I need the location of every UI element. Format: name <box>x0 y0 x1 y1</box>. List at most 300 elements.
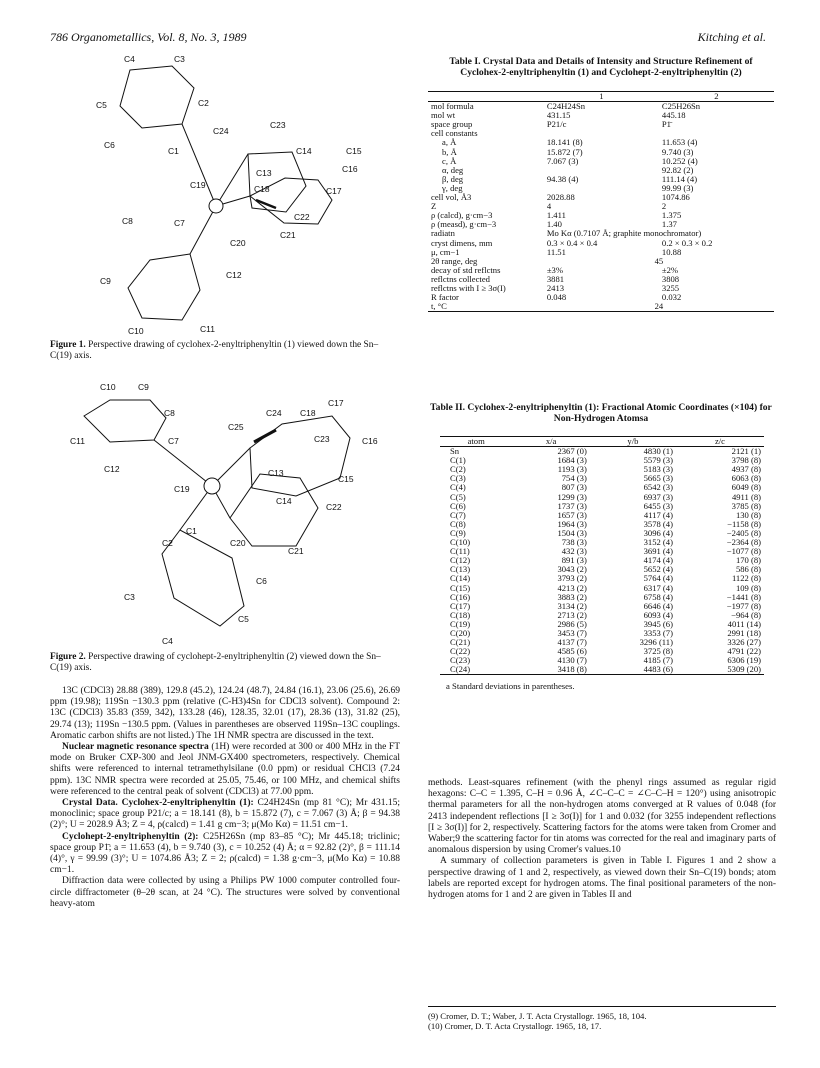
table-1-row <box>428 111 774 120</box>
table-2-cell: 1964 (3) <box>557 518 587 529</box>
fig1-label: C4 <box>124 54 135 64</box>
fig1-label: C1 <box>168 146 179 156</box>
table-1-row-label: cryst dimens, mm <box>431 237 493 248</box>
fig2-label: C20 <box>230 538 246 548</box>
crystal-data-2-heading: Cyclohept-2-enyltriphenyltin (2): <box>62 831 199 842</box>
fig1-label: C21 <box>280 230 296 240</box>
table-row <box>440 447 764 457</box>
table-row <box>440 556 764 565</box>
table-row <box>440 620 764 629</box>
table-1-cell: 0.3 × 0.4 × 0.4 <box>546 237 598 248</box>
table-1-cell: 0.2 × 0.3 × 0.2 <box>661 237 713 248</box>
fig1-label: C6 <box>104 140 115 150</box>
table-1-header-empty <box>428 92 544 102</box>
figure-2-drawing <box>70 378 400 650</box>
table-2-cell: 3296 (11) <box>639 637 673 648</box>
table-1-row-label: γ, deg <box>442 182 463 193</box>
crystal-data-1-paragraph <box>50 798 400 832</box>
table-1-cell: 431.15 <box>546 110 571 121</box>
table-1-row <box>428 184 774 193</box>
table-2-cell: −2405 (8) <box>726 527 761 538</box>
fig1-atoms <box>209 199 223 213</box>
table-2-cell: 2991 (18) <box>727 627 761 638</box>
table-1-cell: 445.18 <box>661 110 686 121</box>
table-2-cell: 1684 (3) <box>557 455 587 466</box>
table-2-cell: 4117 (4) <box>643 509 673 520</box>
table-1-cell: 11.51 <box>546 246 566 257</box>
table-2-cell: 6937 (3) <box>643 491 673 502</box>
table-row <box>440 483 764 492</box>
table-2-cell: 3152 (4) <box>643 537 673 548</box>
table-1-row-label: μ, cm−1 <box>431 246 460 257</box>
fig2-label: C18 <box>300 408 316 418</box>
table-2-atom: C(1) <box>450 455 466 466</box>
fig2-label: C4 <box>162 636 173 646</box>
table-2-cell: 3353 (7) <box>643 627 673 638</box>
table-2-cell: 3096 (4) <box>643 527 673 538</box>
table-2-cell: 109 (8) <box>735 582 761 593</box>
table-1-cell: 1.375 <box>661 210 682 221</box>
fig1-label: C16 <box>342 164 358 174</box>
table-2-cell: 4213 (2) <box>557 582 587 593</box>
fig2-label: C14 <box>276 496 292 506</box>
table-2-cell: 6093 (4) <box>643 609 673 620</box>
fig2-label: C24 <box>266 408 282 418</box>
fig2-label: C5 <box>238 614 249 624</box>
table-1-cell: 99.99 (3) <box>661 182 694 193</box>
table-1-row-label: R factor <box>431 292 459 303</box>
table-1-row <box>428 129 774 138</box>
fig2-label: C22 <box>326 502 342 512</box>
fig1-label: C2 <box>198 98 209 108</box>
table-1-row <box>428 157 774 166</box>
table-2-col-header: atom <box>467 436 485 446</box>
table-2-atom: C(12) <box>450 555 471 566</box>
table-1-col-header: 1 <box>599 91 604 101</box>
table-2-atom: C(10) <box>450 537 471 548</box>
table-row <box>440 665 764 675</box>
fig1-label: C23 <box>270 120 286 130</box>
table-2-cell: 5652 (4) <box>643 564 673 575</box>
table-2-cell: 6455 (3) <box>643 500 673 511</box>
table-2-atom: C(9) <box>450 527 466 538</box>
table-2-cell: 130 (8) <box>735 509 761 520</box>
diffraction-paragraph: Diffraction data were collected by using a Philips PW 1000 computer controlled four-circle diffractometer (θ–2θ scan, at 24 °C). The structures were solved by conventional heavy-atom <box>50 876 400 909</box>
table-1-row <box>428 293 774 302</box>
table-2-cell: 6049 (8) <box>731 482 761 493</box>
table-1-cell: 7.067 (3) <box>546 155 579 166</box>
table-2-atom: C(14) <box>450 573 471 584</box>
table-1-row-label: c, Å <box>442 155 457 166</box>
table-2-atom: C(23) <box>450 655 471 666</box>
fig2-label: C7 <box>168 436 179 446</box>
table-1-row-label: α, deg <box>442 164 464 175</box>
crystal-data-2-text: C25H26Sn (mp 83–85 °C); Mr 445.18; triclinic; space group P1̄; a = 11.653 (4), b = 9.740 (3), c = 10.252 (4) Å; α = 92.82 (2)°, β = 111.14 (4)°, γ = 99.99 (3)°; U = 1074.86 Å3; Z = 2; ρ(calcd) = 1.38 g·cm−3, μ(Mo Kα) = 10.88 cm−1. <box>50 831 401 876</box>
table-2-cell: 3578 (4) <box>643 518 673 529</box>
table-2-cell: −1077 (8) <box>726 546 761 557</box>
figure-2-caption-text: Perspective drawing of cyclohept-2-enyltriphenyltin (2) viewed down the Sn–C(19) axis. <box>50 652 381 673</box>
fig2-label: C3 <box>124 592 135 602</box>
table-1-cell: ±3% <box>546 264 564 275</box>
table-2-cell: 2986 (5) <box>557 618 587 629</box>
table-row <box>440 511 764 520</box>
fig2-label: C12 <box>104 464 120 474</box>
table-2-cell: 6646 (4) <box>643 600 673 611</box>
table-2-cell: 4185 (7) <box>643 655 673 666</box>
table-2-grid <box>440 436 764 675</box>
table-1-cell: 10.88 <box>661 246 682 257</box>
table-2-atom: C(3) <box>450 473 466 484</box>
fig2-label: C6 <box>256 576 267 586</box>
table-1-cell: 18.141 (8) <box>546 137 583 148</box>
table-1-row-label: b, Å <box>442 146 457 157</box>
references <box>428 1006 776 1031</box>
figure-1-caption-text: Perspective drawing of cyclohex-2-enyltriphenyltin (1) viewed down the Sn–C(19) axis. <box>50 340 379 361</box>
table-1-row-temp <box>428 302 774 312</box>
table-1-cell: 24 <box>654 301 664 312</box>
table-1-row <box>428 175 774 184</box>
table-2-cell: 5309 (20) <box>727 664 761 675</box>
fig1-ring-bottom <box>128 254 200 320</box>
table-1-row-label: a, Å <box>442 137 457 148</box>
fig1-label: C10 <box>128 326 144 336</box>
table-1-cell: 2028.88 <box>546 192 575 203</box>
table-2-atom: C(15) <box>450 582 471 593</box>
table-2 <box>440 436 764 691</box>
fig2-label: C17 <box>328 398 344 408</box>
table-2-cell: 6758 (4) <box>643 591 673 602</box>
fig2-label: C16 <box>362 436 378 446</box>
table-1-cell: 10.252 (4) <box>661 155 698 166</box>
table-2-cell: 5579 (3) <box>643 455 673 466</box>
table-row <box>440 584 764 593</box>
nmr-methods-paragraph <box>50 742 400 798</box>
table-2-cell: 891 (3) <box>561 555 587 566</box>
table-1-row-label: mol wt <box>431 110 456 121</box>
table-2-cell: 1504 (3) <box>557 527 587 538</box>
running-header-left: 786 Organometallics, Vol. 8, No. 3, 1989 <box>50 30 247 44</box>
table-2-cell: 4911 (8) <box>731 491 761 502</box>
fig1-label: C17 <box>326 186 342 196</box>
fig1-label: C24 <box>213 126 229 136</box>
fig2-label: C13 <box>268 468 284 478</box>
table-1-cell: 94.38 (4) <box>546 173 579 184</box>
table-2-cell: 738 (3) <box>561 537 587 548</box>
table-2-atom: C(7) <box>450 509 466 520</box>
table-1-row-label: 2θ range, deg <box>431 255 478 266</box>
table-2-cell: 1299 (3) <box>557 491 587 502</box>
table-2-atom: C(17) <box>450 600 471 611</box>
fig2-ring-cycloheptenyl <box>250 416 350 496</box>
table-1-row <box>428 193 774 202</box>
fig2-label: C9 <box>138 382 149 392</box>
table-row <box>440 547 764 556</box>
table-2-cell: 1193 (3) <box>557 464 587 475</box>
table-2-cell: 170 (8) <box>735 555 761 566</box>
fig2-label: C2 <box>162 538 173 548</box>
fig2-ring-top-left <box>84 400 166 442</box>
table-1-row <box>428 138 774 147</box>
figure-2-caption <box>50 652 398 674</box>
table-1-row-label: β, deg <box>442 173 464 184</box>
figure-2-caption-label: Figure 2. <box>50 652 86 662</box>
fig2-ring-right <box>230 474 318 546</box>
table-1-cell: 0.032 <box>661 292 682 303</box>
table-2-cell: 1737 (3) <box>557 500 587 511</box>
table-2-cell: 4830 (1) <box>643 446 673 457</box>
table-1-cell: 1.37 <box>661 219 677 230</box>
fig1-label: C18 <box>254 184 270 194</box>
table-1-row <box>428 102 774 112</box>
table-2-cell: 6317 (4) <box>643 582 673 593</box>
table-1-cell: 92.82 (2) <box>661 164 694 175</box>
fig2-label: C10 <box>100 382 116 392</box>
table-1-row-label: reflctns collected <box>431 273 490 284</box>
table-1-row-label: cell constants <box>431 128 478 139</box>
table-2-cell: 3785 (8) <box>731 500 761 511</box>
fig1-label: C20 <box>230 238 246 248</box>
table-2-cell: 432 (3) <box>561 546 587 557</box>
table-row <box>440 638 764 647</box>
table-row <box>440 656 764 665</box>
crystal-data-1-heading: Crystal Data. Cyclohex-2-enyltriphenyltin (1): <box>62 798 254 809</box>
table-1-cell: 4 <box>546 201 552 212</box>
fig2-label: C11 <box>70 436 85 446</box>
table-1-cell: 9.740 (3) <box>661 146 694 157</box>
table-1-cell: 3808 <box>661 273 680 284</box>
table-1-row-label: space group <box>431 119 473 130</box>
nmr-methods-text: (1H) were recorded at 300 or 400 MHz in the FT mode on Bruker CXP-300 and Jeol JNM-GX400 spectrometers, respectively. Chemical shifts were referenced to internal tetramethylsilane (0.0 ppm) or residual CHCl3 (7.24 ppm). 13C NMR spectra were recorded at 25.05, 75.46, or 100 MHz, and chemical shifts were referenced to the central peak of solvent (CDCl3) at 77.00 ppm. <box>50 742 401 797</box>
table-2-title: Table II. Cyclohex-2-enyltriphenyltin (1): Fractional Atomic Coordinates (×104) for Non-Hydrogen Atomsa <box>430 402 772 424</box>
reference-9: (9) Cromer, D. T.; Waber, J. T. Acta Crystallogr. 1965, 18, 104. <box>428 1011 647 1021</box>
table-1-cell: 2 <box>661 201 667 212</box>
methods-paragraph: methods. Least-squares refinement (with the phenyl rings assumed as regular rigid hexagons: C–C = 1.395, C–H = 0.96 Å, ∠C–C–C = ∠C–C–H = 120°) using anisotropic thermal parameters for all the non-hydrogen atoms converged at R values of 0.048 (for 2413 independent reflections [I ≥ 3σ(I)] for 1 and 0.032 (for 3255 independent reflections [I ≥ 3σ(I)] for 2, respectively. Scattering factors for the atoms were taken from Cromer and Waber;9 the scattering factor for tin atoms was corrected for the real and imaginary parts of anomalous dispersion by using Cromer's values.10 <box>428 778 776 856</box>
figure-1-caption-label: Figure 1. <box>50 340 86 350</box>
table-1 <box>428 91 774 312</box>
table-2-cell: 4130 (7) <box>557 655 587 666</box>
table-2-atom: C(5) <box>450 491 466 502</box>
table-1-cell: ±2% <box>661 264 679 275</box>
nmr-data-paragraph: 13C (CDCl3) 28.88 (389), 129.8 (45.2), 124.24 (48.7), 24.84 (16.1), 23.06 (25.6), 26.69 ppm (19.98); 119Sn −130.3 ppm (relative (C-H3)4Sn for CDCl3 solvent). Compound 2: 13C (CDCl3) 35.83 (359, 342), 133.28 (46), 128.35, 32.01 (17), 28.36 (13), 31.82 (25), 29.74 (13); 119Sn −130.5 ppm. (Values in parentheses are observed 119Sn–13C couplings. Aromatic carbon shifts are not listed.) The 1H NMR spectra are discussed in the text. <box>50 686 400 741</box>
table-1-cell: P1̄ <box>661 119 671 130</box>
table-1-row-label: radiatn <box>431 228 455 239</box>
table-row <box>440 502 764 511</box>
fig1-label: C12 <box>226 270 242 280</box>
table-2-cell: 2367 (0) <box>557 446 587 457</box>
fig2-label: C15 <box>338 474 354 484</box>
table-row <box>440 602 764 611</box>
table-row <box>440 493 764 502</box>
fig1-label: C11 <box>200 324 215 334</box>
table-2-col-header: y/b <box>627 436 639 446</box>
table-row <box>440 647 764 656</box>
fig1-label: C14 <box>296 146 312 156</box>
table-2-atom: C(18) <box>450 609 471 620</box>
nmr-methods-heading: Nuclear magnetic resonance spectra <box>62 742 209 753</box>
table-2-footnote: a Standard deviations in parentheses. <box>446 681 575 692</box>
table-2-cell: 6063 (8) <box>731 473 761 484</box>
table-row <box>440 465 764 474</box>
table-1-cell: C25H26Sn <box>661 101 701 112</box>
running-header-right: Kitching et al. <box>697 30 766 44</box>
table-row <box>440 529 764 538</box>
table-2-cell: 3326 (27) <box>727 637 761 648</box>
table-row <box>440 593 764 602</box>
table-2-cell: 6542 (3) <box>643 482 673 493</box>
table-1-row <box>428 166 774 175</box>
table-2-cell: 3798 (8) <box>731 455 761 466</box>
table-2-atom: C(11) <box>450 546 470 557</box>
table-1-col-header: 2 <box>714 91 719 101</box>
table-2-cell: −1977 (8) <box>726 600 761 611</box>
fig2-label: C25 <box>228 422 244 432</box>
table-2-cell: 5665 (3) <box>643 473 673 484</box>
table-2-cell: 586 (8) <box>735 564 761 575</box>
table-1-row-label: Z <box>431 201 437 212</box>
summary-paragraph: A summary of collection parameters is given in Table I. Figures 1 and 2 show a perspective drawing of 1 and 2, respectively, as viewed down their Sn–C(19) bonds; atom labels are reported except for hydrogen atoms. The final positional parameters of the non-hydrogen atoms for 1 and 2 are given in Tables II and <box>428 856 776 901</box>
table-2-cell: 1122 (8) <box>731 573 761 584</box>
table-2-cell: 3691 (4) <box>643 546 673 557</box>
table-1-cell: 2413 <box>546 282 565 293</box>
table-1-row-label: mol formula <box>431 101 474 112</box>
table-row <box>440 574 764 583</box>
table-1-cell: 45 <box>654 255 664 266</box>
table-1-cell: 11.653 (4) <box>661 137 698 148</box>
table-2-cell: 5764 (4) <box>643 573 673 584</box>
table-row <box>440 520 764 529</box>
table-1-row-label: ρ (measd), g·cm−3 <box>431 219 497 230</box>
table-2-atom: C(13) <box>450 564 471 575</box>
table-2-cell: 5183 (3) <box>643 464 673 475</box>
table-2-cell: 2121 (1) <box>731 446 761 457</box>
fig1-label: C22 <box>294 212 310 222</box>
table-row <box>440 456 764 465</box>
table-1-cell: 1074.86 <box>661 192 690 203</box>
fig2-label: C21 <box>288 546 304 556</box>
table-1-cell: 0.048 <box>546 292 567 303</box>
table-2-cell: 4937 (8) <box>731 464 761 475</box>
crystal-data-1-text: C24H24Sn (mp 81 °C); Mr 431.15; monoclinic; space group P21/c; a = 18.141 (8), b = 15.872 (7), c = 7.067 (3) Å; β = 94.38 (2)°; U = 2028.9 Å3; Z = 4, ρ(calcd) = 1.41 g cm−3; μ(Mo Kα) = 11.51 cm−1. <box>50 798 400 831</box>
table-2-cell: 4174 (4) <box>643 555 673 566</box>
table-2-atom: C(19) <box>450 618 471 629</box>
table-2-atom: C(2) <box>450 464 466 475</box>
table-2-cell: 3134 (2) <box>557 600 587 611</box>
table-2-atom: Sn <box>450 446 460 457</box>
table-2-cell: 4011 (14) <box>727 618 761 629</box>
table-2-cell: 1657 (3) <box>557 509 587 520</box>
fig2-label: C8 <box>164 408 175 418</box>
figure-1-drawing <box>70 48 400 338</box>
table-2-cell: 3725 (8) <box>643 646 673 657</box>
table-row <box>440 474 764 483</box>
fig1-ring-top <box>120 66 194 128</box>
table-1-row <box>428 148 774 157</box>
right-column-text <box>428 778 776 901</box>
table-2-cell: 4791 (22) <box>727 646 761 657</box>
table-1-row-label: reflctns with I ≥ 3σ(I) <box>431 282 506 293</box>
fig1-label: C19 <box>190 180 206 190</box>
table-row <box>440 611 764 620</box>
table-1-cell: 1.40 <box>546 219 562 230</box>
table-1-row-label: cell vol, Å3 <box>431 192 472 203</box>
fig1-label: C9 <box>100 276 111 286</box>
table-2-cell: −964 (8) <box>731 609 761 620</box>
reference-10: (10) Cromer, D. T. Acta Crystallogr. 1965, 18, 17. <box>428 1021 602 1031</box>
table-2-cell: 3883 (2) <box>557 591 587 602</box>
table-2-cell: 3453 (7) <box>557 627 587 638</box>
table-2-cell: 3945 (6) <box>643 618 673 629</box>
table-2-cell: 3043 (2) <box>557 564 587 575</box>
table-2-cell: 4585 (6) <box>557 646 587 657</box>
table-1-title: Table I. Crystal Data and Details of Intensity and Structure Refinement of Cyclohex-2-enyltriphenyltin (1) and Cyclohept-2-enyltriphenyltin (2) <box>449 56 753 78</box>
fig1-label: C7 <box>174 218 185 228</box>
table-2-cell: −1441 (8) <box>726 591 761 602</box>
figure-1-caption <box>50 340 398 362</box>
table-1-cell: 111.14 (4) <box>661 173 698 184</box>
table-2-cell: −1158 (8) <box>727 518 761 529</box>
table-2-cell: 2713 (2) <box>557 609 587 620</box>
table-1-row-label: ρ (calcd), g·cm−3 <box>431 210 493 221</box>
table-1-cell: P21/c <box>546 119 567 130</box>
table-2-atom: C(4) <box>450 482 466 493</box>
table-1-row <box>428 120 774 129</box>
table-2-cell: 807 (3) <box>561 482 587 493</box>
crystal-data-2-paragraph <box>50 832 400 877</box>
fig2-label: C23 <box>314 434 330 444</box>
table-2-col-header: x/a <box>545 436 557 446</box>
table-2-atom: C(6) <box>450 500 466 511</box>
fig1-label: C5 <box>96 100 107 110</box>
table-1-grid <box>428 91 774 312</box>
table-1-cell: Mo Kα (0.7107 Å; graphite monochromator) <box>546 228 702 239</box>
fig1-label: C3 <box>174 54 185 64</box>
table-2-atom: C(24) <box>450 664 471 675</box>
table-row <box>440 629 764 638</box>
table-2-atom: C(20) <box>450 627 471 638</box>
table-1-cell: 1.411 <box>546 210 566 221</box>
table-2-atom: C(21) <box>450 637 471 648</box>
left-column-text <box>50 686 400 910</box>
table-2-atom: C(16) <box>450 591 471 602</box>
table-1-cell: 3881 <box>546 273 565 284</box>
fig2-label: C1 <box>186 526 197 536</box>
table-2-col-header: z/c <box>714 436 725 446</box>
table-row <box>440 538 764 547</box>
table-1-cell: C24H24Sn <box>546 101 586 112</box>
table-1-row-label: t, °C <box>431 301 447 312</box>
fig2-label: C19 <box>174 484 190 494</box>
table-2-cell: 4137 (7) <box>557 637 587 648</box>
table-1-row <box>428 284 774 293</box>
table-2-cell: 3418 (8) <box>557 664 587 675</box>
table-2-cell: −2364 (8) <box>726 537 761 548</box>
table-1-cell: 15.872 (7) <box>546 146 583 157</box>
fig1-label: C8 <box>122 216 133 226</box>
table-1-cell: 3255 <box>661 282 680 293</box>
table-row <box>440 565 764 574</box>
table-2-atom: C(8) <box>450 518 466 529</box>
fig1-label: C15 <box>346 146 362 156</box>
table-1-row <box>428 239 774 248</box>
table-1-row-label: decay of std reflctns <box>431 264 501 275</box>
table-2-cell: 3793 (2) <box>557 573 587 584</box>
table-1-row <box>428 248 774 257</box>
table-2-cell: 6306 (19) <box>727 655 761 666</box>
table-2-atom: C(22) <box>450 646 471 657</box>
fig1-label: C13 <box>256 168 272 178</box>
table-2-cell: 4483 (6) <box>643 664 673 675</box>
table-2-cell: 754 (3) <box>561 473 587 484</box>
